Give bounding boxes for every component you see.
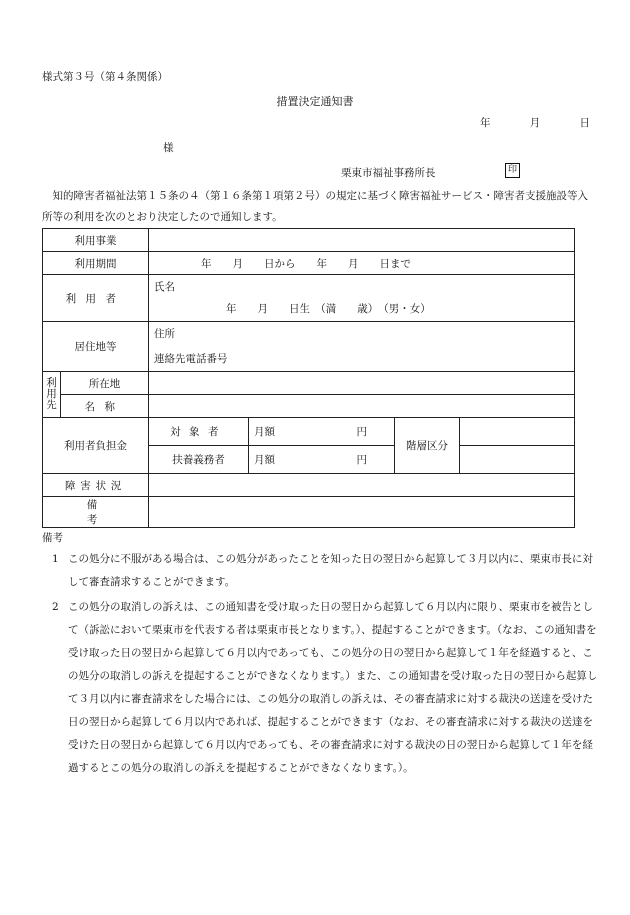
facility-group-char: 利 <box>46 377 57 389</box>
facility-group-text <box>43 378 60 411</box>
issuer-name: 栗東市福祉事務所長 <box>341 167 436 179</box>
document-title: 措置決定通知書 <box>276 95 354 108</box>
note-item-2 <box>52 596 602 780</box>
tier-field-2 <box>460 446 575 474</box>
date-day: 日 <box>579 117 590 129</box>
location-field <box>149 372 575 395</box>
residence-label: 居住地等 <box>43 322 149 372</box>
service-field <box>149 229 575 252</box>
note-text: この処分に不服がある場合は、この処分があったことを知った日の翌日から起算して３月以内に、栗東市長に対して審査請求することができます。 <box>68 553 593 588</box>
subject-yen-label: 円 <box>356 426 367 438</box>
service-label: 利用事業 <box>43 229 149 252</box>
guardian-amount-field <box>249 446 395 474</box>
facility-group-char: 先 <box>46 399 57 411</box>
seal-mark: 印 <box>505 163 520 178</box>
burden-label: 利用者負担金 <box>43 418 149 474</box>
issue-date <box>480 118 590 129</box>
user-birth-line: 年 月 日生 （満 歳） （男・女） <box>226 303 431 315</box>
remarks-field <box>149 497 575 528</box>
note-number: 1 <box>52 553 59 565</box>
note-number: 2 <box>52 601 59 613</box>
user-label: 利用者 <box>43 275 149 322</box>
subject-label: 対象者 <box>149 418 249 446</box>
addressee-honorific: 様 <box>163 142 174 154</box>
facility-name-field <box>149 395 575 418</box>
subject-monthly-label: 月額 <box>254 426 275 438</box>
facility-name-label: 名称 <box>61 395 149 418</box>
intro-paragraph: 知的障害者福祉法第１５条の４（第１６条第１項第２号）の規定に基づく障害福祉サービス・障害者支援施設等入所等の利用を次のとおり決定したので通知します。 <box>42 190 588 223</box>
note-item-1 <box>52 548 602 594</box>
phone-label: 連絡先電話番号 <box>154 353 228 365</box>
decision-table <box>42 228 575 528</box>
user-field <box>149 275 575 322</box>
period-label: 利用期間 <box>43 252 149 275</box>
note-text: この処分の取消しの訴えは、この通知書を受け取った日の翌日から起算して６月以内に限り、栗東市を被告として（訴訟において栗東市を代表する者は栗東市長となります。）、提起することができます。（なお、この通知書を受け取った日の翌日から起算して６月以内であっても、この処分の日の翌日から起算して１年を経過すると、この処分の取消しの訴えを提起することができなくなります。）また、この通知書を受け取った日の翌日から起算して３月以内に審査請求をした場合には、この処分の取消しの訴えは、その審査請求に対する裁決の送達を受けた日の翌日から起算して６月以内であれば、提起することができます（なお、その審査請求に対する裁決の送達を受けた日の翌日から起算して６月以内であっても、その審査請求に対する裁決の日の翌日から起算して１年を経過するとこの処分の取消しの訴えを提起することができなくなります。）。 <box>68 601 598 774</box>
remarks-label: 備考 <box>43 497 149 528</box>
disability-label: 障害状況 <box>43 474 149 497</box>
notes-title: 備考 <box>42 532 63 544</box>
period-field: 年 月 日から 年 月 日まで <box>149 252 575 275</box>
tier-field-1 <box>460 418 575 446</box>
facility-group-label <box>43 372 61 418</box>
date-month: 月 <box>529 117 541 129</box>
guardian-label: 扶養義務者 <box>149 446 249 474</box>
residence-field <box>149 322 575 372</box>
address-label: 住所 <box>154 328 175 340</box>
subject-amount-field <box>249 418 395 446</box>
location-label: 所在地 <box>61 372 149 395</box>
tier-label: 階層区分 <box>395 418 460 474</box>
disability-field <box>149 474 575 497</box>
guardian-yen-label: 円 <box>356 454 367 466</box>
form-code: 様式第３号（第４条関係） <box>42 71 168 83</box>
user-name-label: 氏名 <box>154 281 175 293</box>
date-year: 年 <box>480 117 491 129</box>
guardian-monthly-label: 月額 <box>254 454 275 466</box>
facility-group-char: 用 <box>46 388 57 400</box>
